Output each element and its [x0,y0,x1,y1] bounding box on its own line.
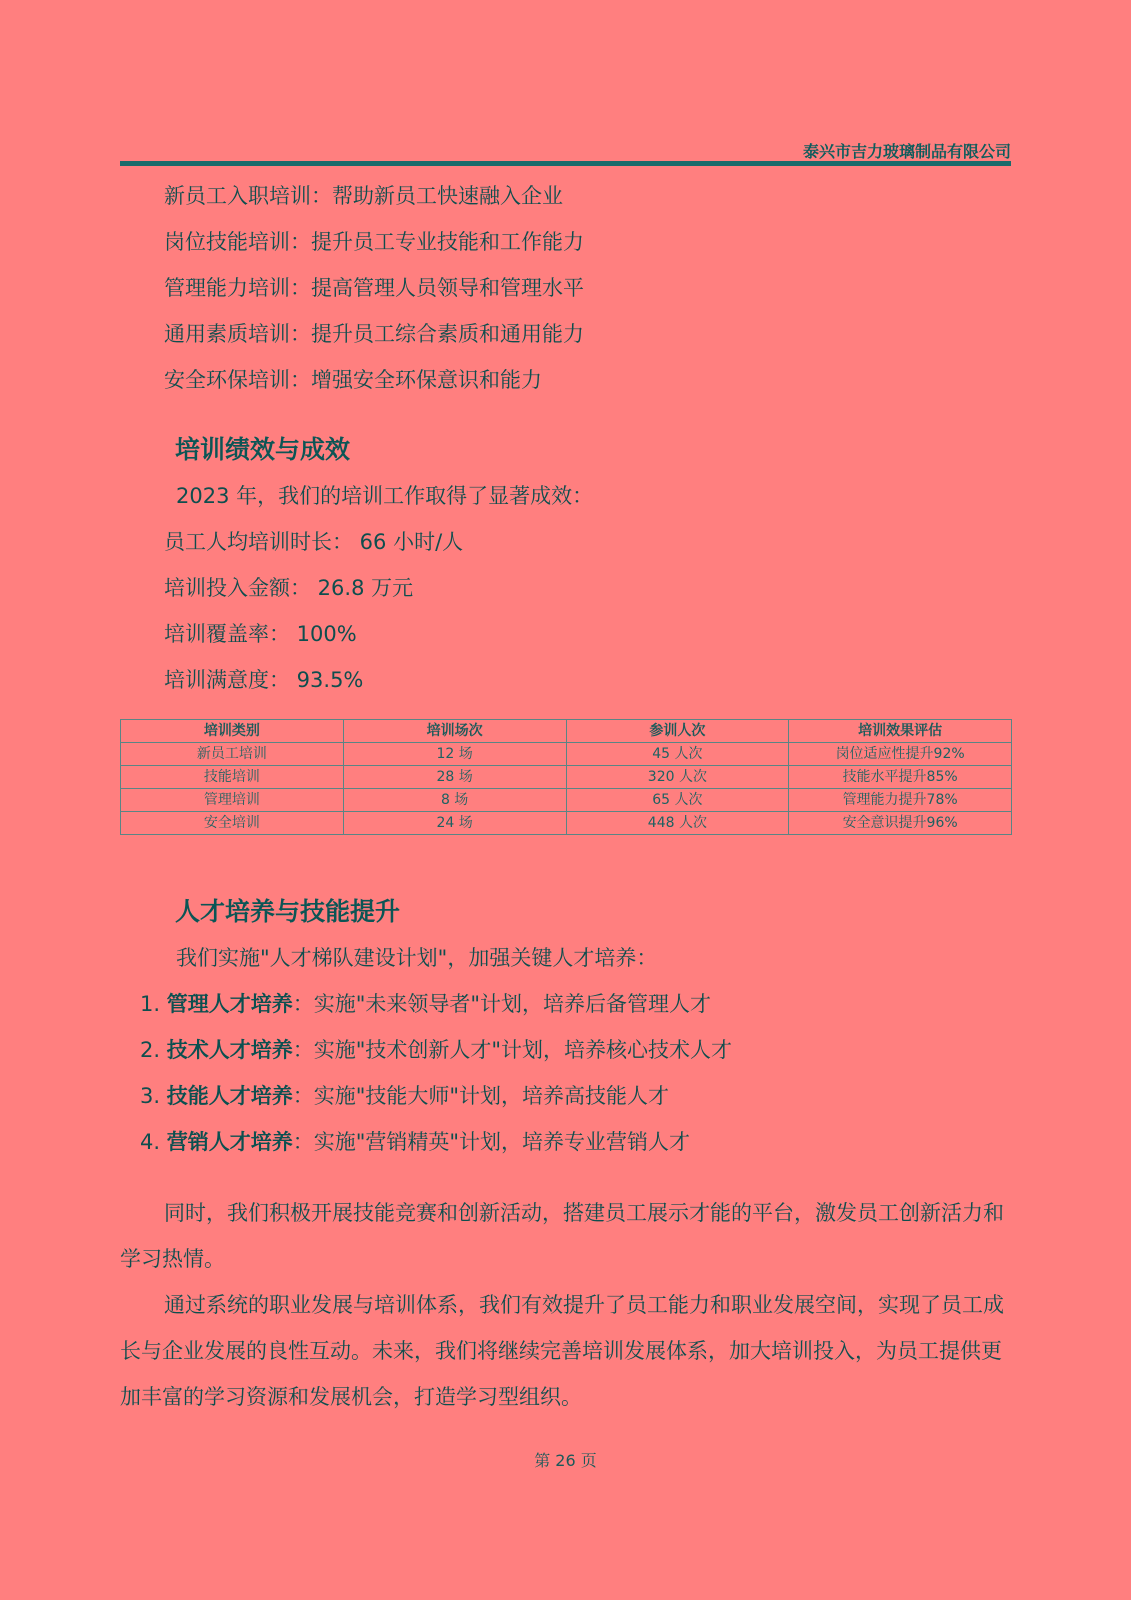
table-cell: 65 人次 [566,789,789,812]
list-number: 3. [140,1084,161,1108]
list-item-text: ：实施"技能大师"计划，培养高技能人才 [292,1084,670,1108]
stat-satisfaction: 培训满意度： 93.5% [164,668,364,692]
training-type-item: 新员工入职培训：帮助新员工快速融入企业 [164,184,563,208]
table-header-cell: 培训类别 [121,720,344,743]
list-item [140,1036,732,1064]
table-cell: 管理培训 [121,789,344,812]
table-cell: 28 场 [343,766,566,789]
paragraph-activities: 同时，我们积极开展技能竞赛和创新活动，搭建员工展示才能的平台，激发员工创新活力和学习热情。 [120,1201,1004,1271]
stat-investment: 培训投入金额： 26.8 万元 [164,576,414,600]
table-header-row [121,720,1012,743]
table-header-cell: 培训场次 [343,720,566,743]
list-item-title: 技能人才培养 [166,1084,293,1108]
table-header-cell: 参训人次 [566,720,789,743]
table-row [121,766,1012,789]
paragraph-conclusion: 通过系统的职业发展与培训体系，我们有效提升了员工能力和职业发展空间，实现了员工成长与企业发展的良性互动。未来，我们将继续完善培训发展体系，加大培训投入，为员工提供更加丰富的学习资源和发展机会，打造学习型组织。 [120,1293,1004,1409]
table-cell: 24 场 [343,812,566,835]
list-item-title: 营销人才培养 [166,1130,293,1154]
stat-coverage: 培训覆盖率： 100% [164,622,357,646]
table-row [121,812,1012,835]
list-item-text: ：实施"未来领导者"计划，培养后备管理人才 [292,992,712,1016]
training-type-item: 安全环保培训：增强安全环保意识和能力 [164,368,542,392]
table-cell: 新员工培训 [121,743,344,766]
table-cell: 8 场 [343,789,566,812]
section-title-talent: 人才培养与技能提升 [175,897,401,926]
table-cell: 管理能力提升78% [789,789,1012,812]
training-type-item: 通用素质培训：提升员工综合素质和通用能力 [164,322,584,346]
list-number: 4. [140,1130,161,1154]
table-row [121,743,1012,766]
table-cell: 安全意识提升96% [789,812,1012,835]
list-item-title: 管理人才培养 [166,992,293,1016]
training-type-item: 管理能力培训：提高管理人员领导和管理水平 [164,276,584,300]
table-cell: 技能水平提升85% [789,766,1012,789]
talent-intro: 我们实施"人才梯队建设计划"，加强关键人才培养： [176,946,658,970]
table-cell: 320 人次 [566,766,789,789]
list-number: 1. [140,992,161,1016]
training-type-item: 岗位技能培训：提升员工专业技能和工作能力 [164,230,584,254]
company-name: 泰兴市吉力玻璃制品有限公司 [802,142,1011,161]
list-number: 2. [140,1038,161,1062]
table-cell: 448 人次 [566,812,789,835]
page-number: 第 26 页 [534,1451,597,1470]
performance-intro: 2023 年，我们的培训工作取得了显著成效： [176,484,594,508]
section-title-performance: 培训绩效与成效 [175,435,351,464]
stat-training-hours: 员工人均培训时长： 66 小时/人 [164,530,464,554]
list-item [140,990,711,1018]
table-cell: 岗位适应性提升92% [789,743,1012,766]
table-cell: 技能培训 [121,766,344,789]
table-cell: 12 场 [343,743,566,766]
table-cell: 45 人次 [566,743,789,766]
training-table [120,719,1012,835]
header-rule [120,161,1011,166]
list-item-title: 技术人才培养 [166,1038,293,1062]
table-row [121,789,1012,812]
list-item-text: ：实施"技术创新人才"计划，培养核心技术人才 [292,1038,733,1062]
list-item [140,1128,690,1156]
table-cell: 安全培训 [121,812,344,835]
list-item-text: ：实施"营销精英"计划，培养专业营销人才 [292,1130,691,1154]
list-item [140,1082,669,1110]
table-header-cell: 培训效果评估 [789,720,1012,743]
